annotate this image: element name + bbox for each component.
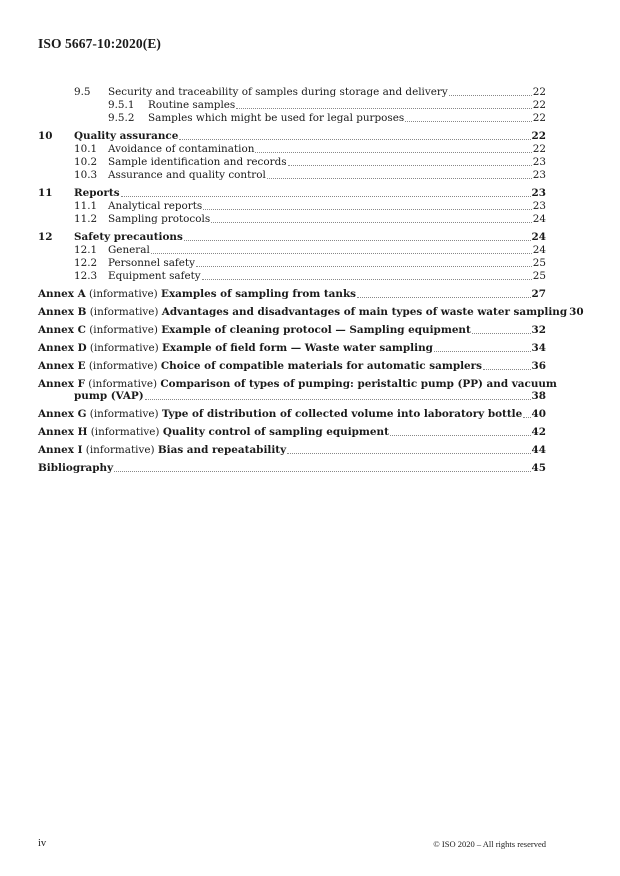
toc-annex-e[interactable] [38,360,546,373]
annex-label: Annex A [38,288,86,300]
dot-leader [236,107,532,109]
toc-title: General [108,244,150,256]
toc-page: 24 [531,231,546,243]
toc-entry-11[interactable] [38,187,546,200]
toc-number: 10.1 [74,143,98,155]
annex-label: Annex D [38,342,87,354]
toc-entry-12-3[interactable] [38,270,546,283]
toc-page: 32 [531,324,546,336]
toc-number: 11.1 [74,200,98,212]
annex-label: Annex C [38,324,86,336]
dot-leader [449,94,532,96]
toc-title: Quality assurance [74,130,179,142]
toc-page: 23 [532,169,546,181]
dot-leader [390,434,531,436]
dot-leader [288,164,532,166]
toc-annex-i[interactable] [38,444,546,457]
toc-entry-10[interactable] [38,130,546,143]
annex-label: Annex B [38,306,87,318]
dot-leader [121,195,531,197]
toc-page: 38 [531,390,546,402]
dot-leader [196,265,532,267]
toc-title: Samples which might be used for legal purposes [148,112,405,124]
dot-leader [483,368,531,370]
toc-page: 45 [531,462,546,474]
toc-page: 23 [531,187,546,199]
toc-annex-a[interactable] [38,288,546,301]
toc-number: 12 [38,231,53,243]
toc-page: 23 [532,156,546,168]
annex-title: Quality control of sampling equipment [162,426,389,438]
toc-annex-b[interactable] [38,306,584,319]
table-of-contents [38,86,584,475]
toc-page: 25 [532,270,546,282]
annex-title: Choice of compatible materials for automatic samplers [160,360,482,372]
toc-title: Sample identification and records [108,156,287,168]
copyright-notice: © ISO 2020 – All rights reserved [433,839,546,849]
toc-page: 36 [531,360,546,372]
annex-title: Example of cleaning protocol — Sampling equipment [161,324,471,336]
bibliography-title: Bibliography [38,462,114,474]
dot-leader [145,398,531,400]
dot-leader [357,296,531,298]
annex-informative: (informative) [88,288,158,300]
toc-page: 24 [532,213,546,225]
toc-entry-10-1[interactable] [38,143,546,156]
toc-entry-11-2[interactable] [38,213,546,226]
toc-title: Avoidance of contamination [108,143,255,155]
toc-page: 34 [531,342,546,354]
toc-page: 27 [531,288,546,300]
toc-entry-11-1[interactable] [38,200,546,213]
toc-number: 12.3 [74,270,98,282]
toc-number: 12.1 [74,244,98,256]
annex-title: Advantages and disadvantages of main types of waste water sampling [161,306,568,318]
toc-page: 23 [532,200,546,212]
annex-informative: (informative) [89,306,159,318]
dot-leader [211,221,532,223]
toc-entry-10-2[interactable] [38,156,546,169]
annex-title: Example of field form — Waste water sampling [162,342,433,354]
toc-number: 10.3 [74,169,98,181]
annex-title-line1: Comparison of types of pumping: peristaltic pump (PP) and vacuum [160,378,557,390]
dot-leader [523,416,530,418]
toc-title: Assurance and quality control [108,169,266,181]
annex-title: Bias and repeatability [157,444,287,456]
toc-page: 30 [569,306,584,318]
toc-title: Analytical reports [108,200,203,212]
annex-informative: (informative) [88,378,158,390]
toc-page: 22 [532,112,546,124]
dot-leader [267,177,532,179]
toc-entry-9-5[interactable] [38,86,546,99]
toc-title: Equipment safety [108,270,201,282]
annex-label: Annex G [38,408,87,420]
annex-label: Annex H [38,426,88,438]
toc-number: 11.2 [74,213,98,225]
toc-title: Personnel safety [108,257,195,269]
toc-entry-9-5-1[interactable] [38,99,546,112]
toc-number: 9.5.2 [108,112,135,124]
annex-title: Type of distribution of collected volume into laboratory bottle [161,408,523,420]
toc-number: 10 [38,130,53,142]
toc-annex-h[interactable] [38,426,546,439]
toc-title: Sampling protocols [108,213,211,225]
dot-leader [255,151,531,153]
dot-leader [184,239,531,241]
toc-title: Routine samples [148,99,236,111]
toc-entry-12-2[interactable] [38,257,546,270]
toc-bibliography[interactable] [38,462,546,475]
annex-informative: (informative) [89,324,158,336]
annex-informative: (informative) [88,360,158,372]
toc-page: 22 [532,86,546,98]
annex-informative: (informative) [85,444,155,456]
toc-annex-g[interactable] [38,408,546,421]
annex-informative: (informative) [89,408,159,420]
toc-page: 44 [531,444,546,456]
page-number: iv [38,838,47,849]
toc-page: 22 [532,143,546,155]
toc-title: Reports [74,187,120,199]
dot-leader [203,208,532,210]
toc-number: 10.2 [74,156,98,168]
toc-title: Security and traceability of samples during storage and delivery [108,86,448,98]
toc-annex-c[interactable] [38,324,546,337]
toc-page: 40 [531,408,546,420]
toc-page: 25 [532,257,546,269]
toc-page: 22 [532,99,546,111]
toc-number: 11 [38,187,53,199]
annex-informative: (informative) [90,426,160,438]
annex-title-line2: pump (VAP) [74,390,144,402]
document-id-header: ISO 5667-10:2020(E) [38,36,162,51]
toc-entry-10-3[interactable] [38,169,546,182]
toc-page: 24 [532,244,546,256]
toc-entry-9-5-2[interactable] [38,112,546,125]
annex-title: Examples of sampling from tanks [161,288,356,300]
annex-label: Annex I [38,444,83,456]
dot-leader [179,138,530,140]
toc-annex-f[interactable] [38,378,557,403]
dot-leader [405,120,532,122]
dot-leader [151,252,532,254]
toc-number: 12.2 [74,257,98,269]
toc-entry-12-1[interactable] [38,244,546,257]
dot-leader [287,452,530,454]
dot-leader [472,332,531,334]
toc-page: 22 [531,130,546,142]
toc-number: 9.5 [74,86,91,98]
annex-label: Annex E [38,360,86,372]
annex-informative: (informative) [89,342,159,354]
toc-title: Safety precautions [74,231,183,243]
annex-label: Annex F [38,378,85,390]
toc-number: 9.5.1 [108,99,135,111]
dot-leader [202,278,532,280]
toc-page: 42 [531,426,546,438]
dot-leader [114,470,530,472]
toc-entry-12[interactable] [38,231,546,244]
toc-annex-d[interactable] [38,342,546,355]
dot-leader [434,350,531,352]
